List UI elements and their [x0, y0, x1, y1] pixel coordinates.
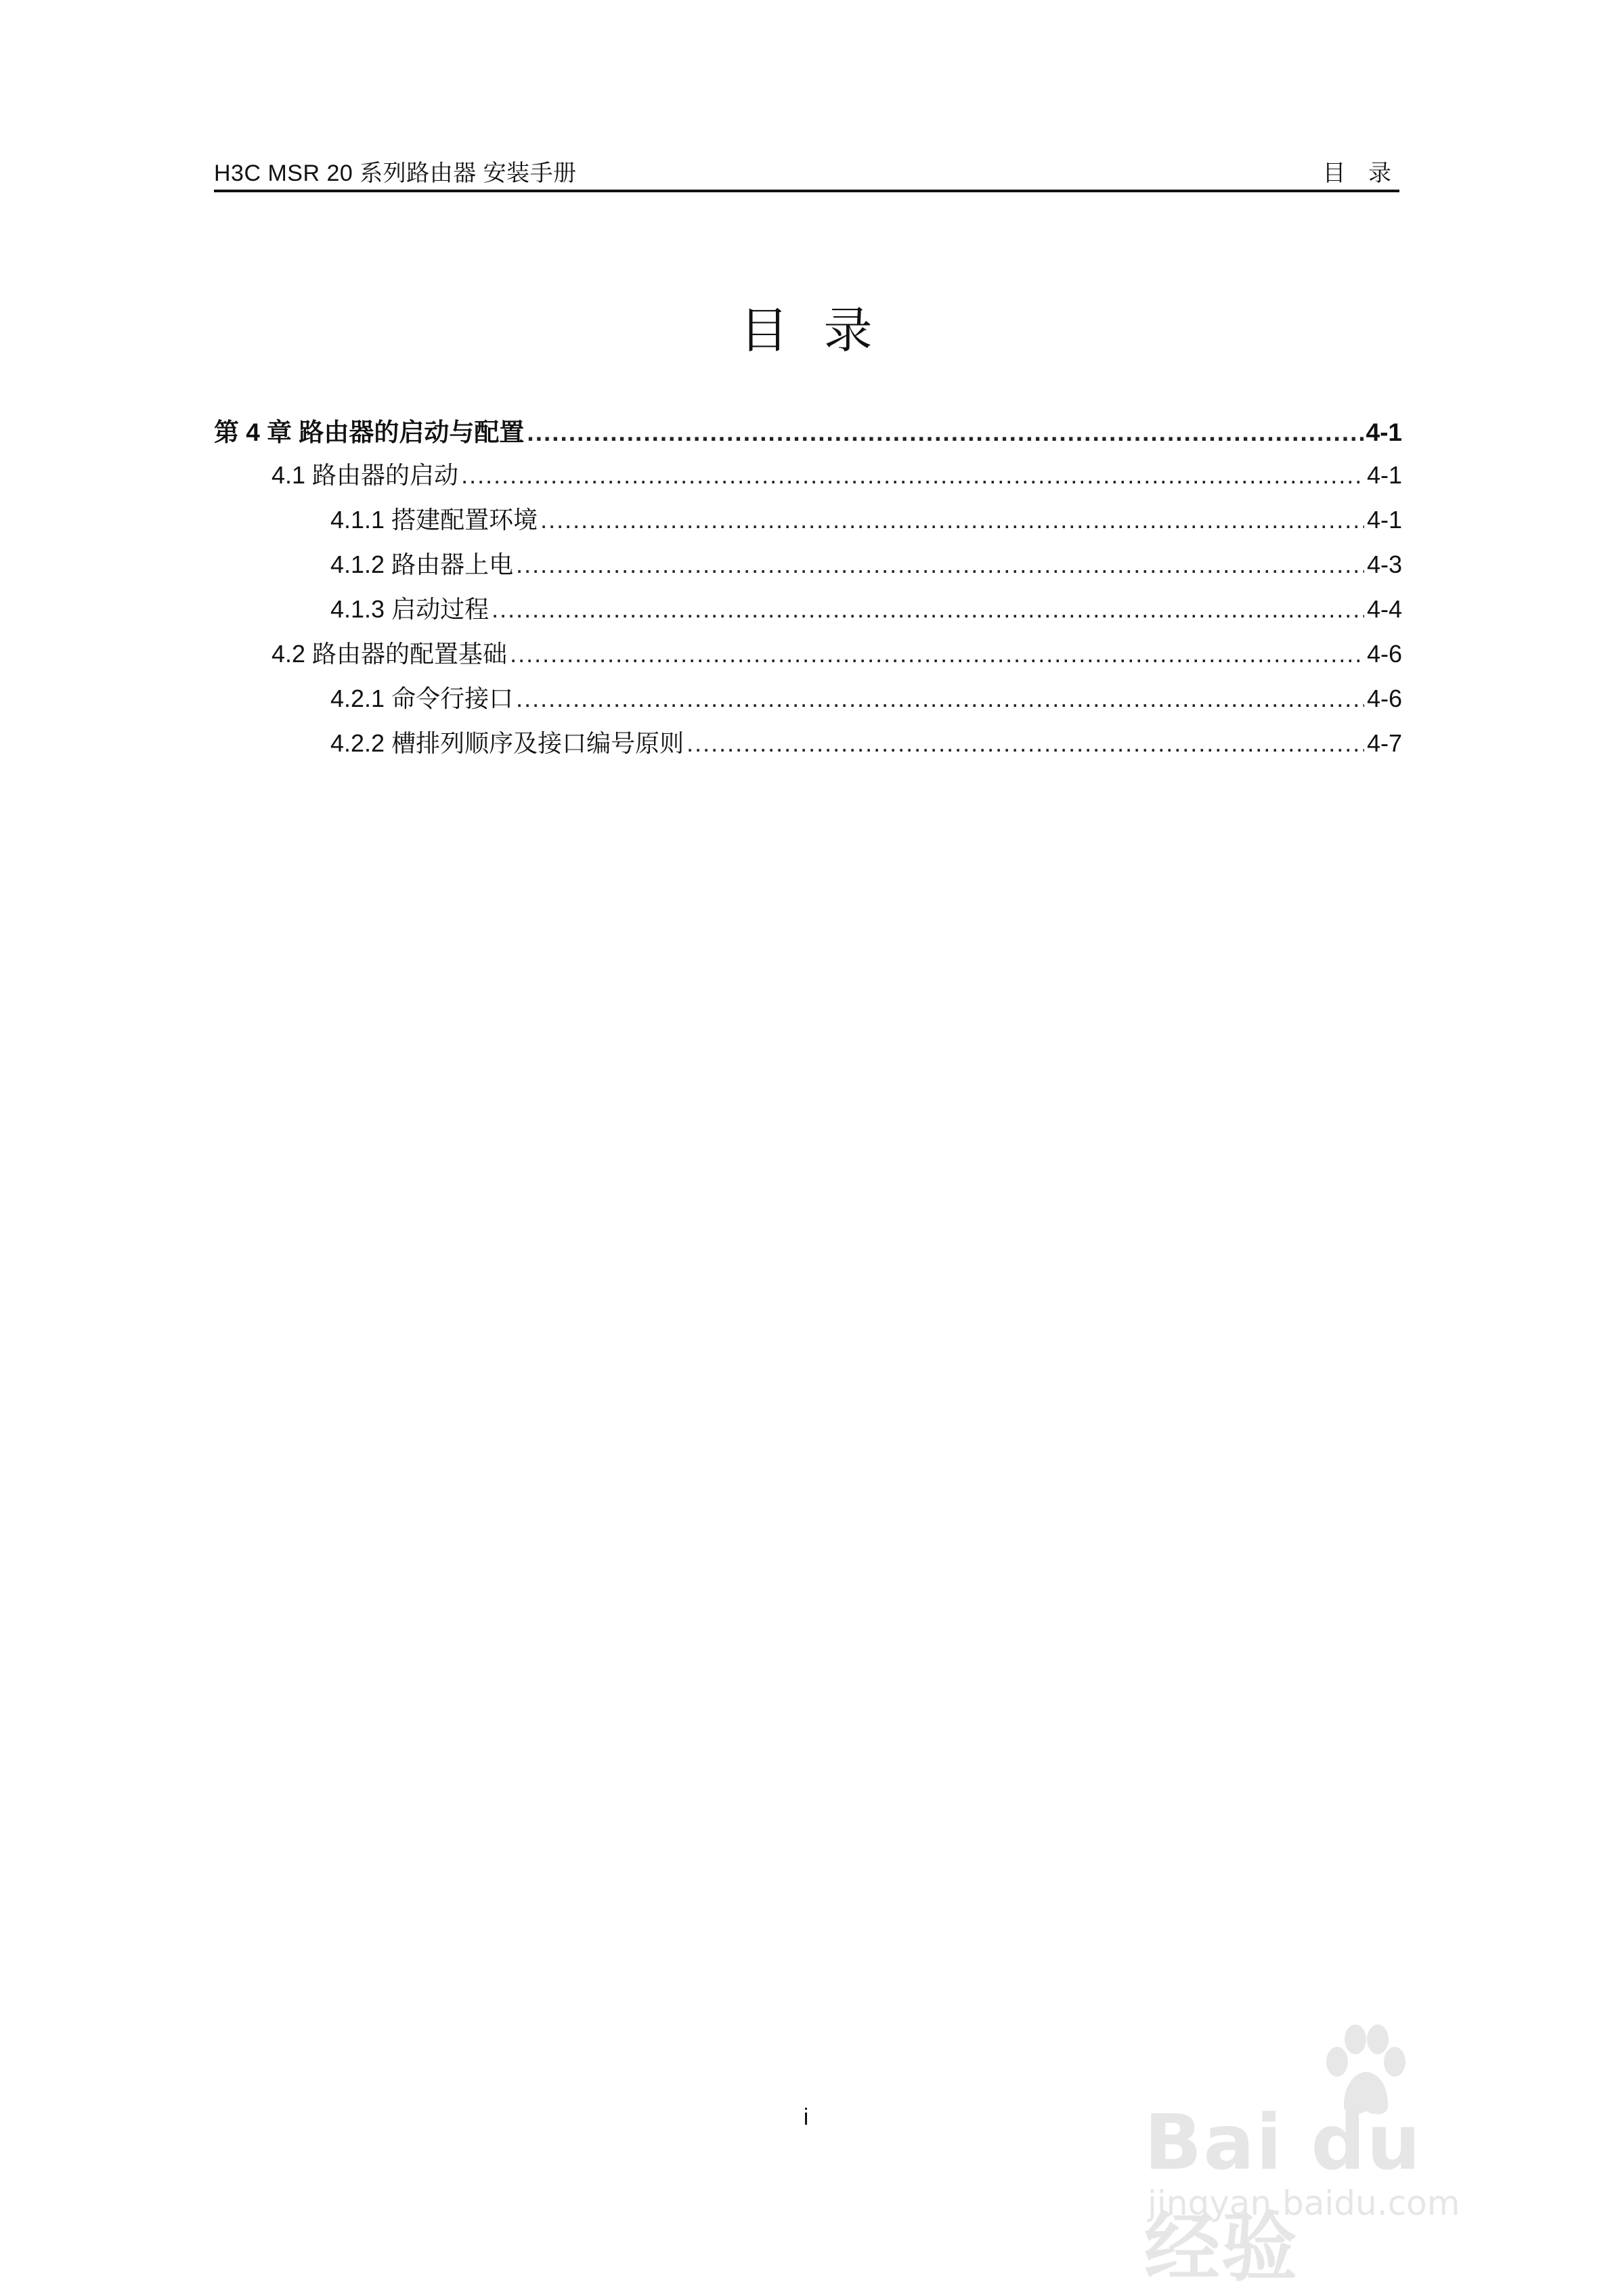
toc-entry-label: 4.2.2 槽排列顺序及接口编号原则	[330, 729, 684, 757]
watermark-url: jingyan.baidu.com	[1148, 2184, 1460, 2223]
toc-leader-dots	[527, 418, 1363, 447]
toc-entry-label: 第 4 章 路由器的启动与配置	[214, 418, 525, 446]
toc-entry-page: 4-6	[1366, 640, 1402, 668]
toc-leader-dots	[510, 640, 1364, 668]
toc-entry-label: 4.2 路由器的配置基础	[271, 640, 508, 668]
toc-entry-4-2-1[interactable]	[214, 680, 1402, 724]
toc-leader-dots	[687, 729, 1364, 758]
toc-leader-dots	[516, 685, 1364, 713]
toc-entry-page: 4-1	[1366, 461, 1402, 489]
toc-leader-dots	[540, 506, 1364, 534]
page-header	[214, 150, 1399, 192]
toc-entry-4-1-3[interactable]	[214, 590, 1402, 635]
toc-entry-page: 4-3	[1366, 550, 1402, 578]
toc-entry-chapter-4[interactable]	[214, 412, 1402, 456]
toc-title: 目录	[739, 302, 908, 359]
toc-entry-page: 4-4	[1366, 595, 1402, 623]
toc-entry-label: 4.1 路由器的启动	[271, 461, 459, 489]
toc-entry-4-1[interactable]	[214, 456, 1402, 501]
header-document-title: H3C MSR 20 系列路由器 安装手册	[214, 160, 577, 186]
toc-entry-label: 4.1.2 路由器上电	[330, 550, 514, 578]
toc-entry-4-1-2[interactable]	[214, 546, 1402, 590]
toc-leader-dots	[492, 595, 1364, 624]
toc-entry-page: 4-1	[1366, 418, 1402, 446]
page-number: i	[803, 2104, 809, 2130]
toc-leader-dots	[461, 461, 1364, 490]
header-section-title: 目 录	[1322, 160, 1399, 186]
watermark-brand: Bai du 经验	[1144, 2099, 1422, 2292]
toc-entry-label: 4.2.1 命令行接口	[330, 685, 514, 712]
toc-entry-page: 4-6	[1366, 685, 1402, 712]
toc-entry-label: 4.1.3 启动过程	[330, 595, 489, 623]
toc-entry-4-2[interactable]	[214, 635, 1402, 680]
toc-entry-4-1-1[interactable]	[214, 501, 1402, 546]
toc-entry-label: 4.1.1 搭建配置环境	[330, 506, 538, 534]
watermark	[1144, 2024, 1523, 2292]
table-of-contents	[214, 412, 1402, 769]
toc-leader-dots	[516, 550, 1364, 579]
toc-entry-page: 4-1	[1366, 506, 1402, 534]
toc-entry-page: 4-7	[1366, 729, 1402, 757]
toc-entry-4-2-2[interactable]	[214, 724, 1402, 769]
